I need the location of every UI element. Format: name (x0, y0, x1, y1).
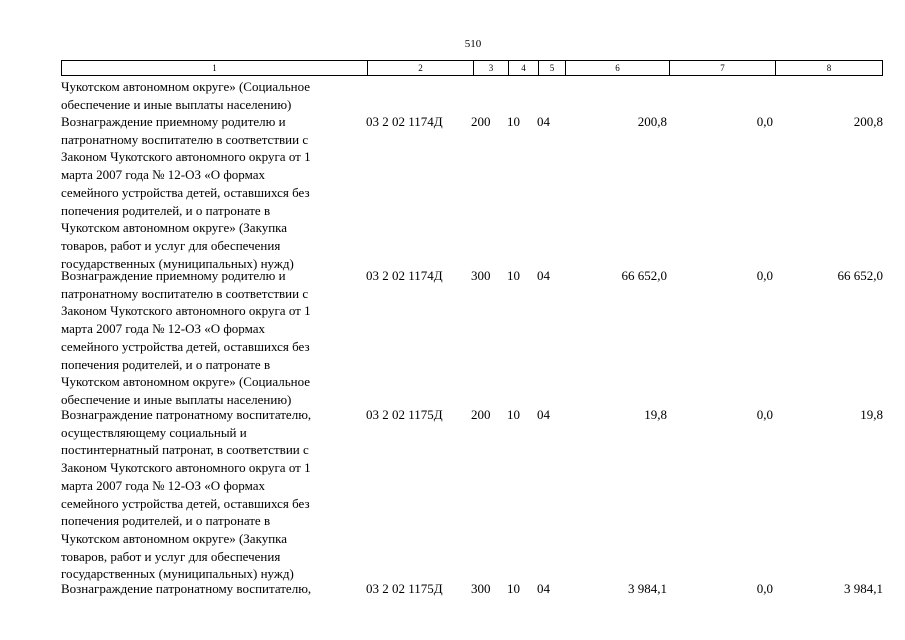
row-value-col6: 66 652,0 (621, 268, 667, 283)
row-section: 10 (507, 581, 520, 596)
row-section: 10 (507, 407, 520, 422)
row-value-col6: 19,8 (644, 407, 667, 422)
row-description: Вознаграждение приемному родителю и патронатному воспитателю в соответствии с Законом Чукотского автономного округа от 1 марта 2007 года № 12-ОЗ «О формах семейного устройства детей, оставшихся без попечения родителей, и о патронате в Чукотском автономном округе» (Закупка товаров, работ и услуг для обеспечения государственных (муниципальных) нужд) (61, 114, 311, 271)
row-value-col7: 0,0 (756, 268, 773, 283)
row-target-code: 03 2 02 1174Д (366, 114, 443, 129)
row-expense-type: 200 (471, 407, 491, 422)
row-value-col7: 0,0 (756, 407, 773, 422)
row-subsection: 04 (537, 268, 550, 283)
page-number: 510 (464, 38, 482, 50)
row-value-col7: 0,0 (756, 114, 773, 129)
row-description: Чукотском автономном округе» (Социальное обеспечение и иные выплаты населению) (61, 79, 311, 112)
row-subsection: 04 (537, 581, 550, 596)
row-value-col8: 3 984,1 (844, 581, 883, 596)
header-col-5: 5 (538, 61, 565, 75)
header-col-2: 2 (367, 61, 473, 75)
row-section: 10 (507, 268, 520, 283)
header-col-6: 6 (565, 61, 669, 75)
header-col-8: 8 (775, 61, 882, 75)
row-value-col8: 200,8 (853, 114, 883, 129)
row-expense-type: 200 (471, 114, 491, 129)
header-col-7: 7 (669, 61, 775, 75)
row-value-col7: 0,0 (756, 581, 773, 596)
row-subsection: 04 (537, 114, 550, 129)
row-target-code: 03 2 02 1175Д (366, 581, 443, 596)
row-description: Вознаграждение патронатному воспитателю, (61, 581, 312, 596)
row-description: Вознаграждение приемному родителю и патронатному воспитателю в соответствии с Законом Чукотского автономного округа от 1 марта 2007 года № 12-ОЗ «О формах семейного устройства детей, оставшихся без попечения родителей, и о патронате в Чукотском автономном округе» (Социальное обеспечение и иные выплаты населению) (61, 268, 311, 407)
row-value-col6: 200,8 (637, 114, 667, 129)
header-col-4: 4 (508, 61, 538, 75)
row-target-code: 03 2 02 1175Д (366, 407, 443, 422)
header-col-1: 1 (212, 63, 217, 73)
row-description: Вознаграждение патронатному воспитателю, осуществляющему социальный и постинтернатный патронат, в соответствии с Законом Чукотского автономного округа от 1 марта 2007 года № 12-ОЗ «О формах семейного устройства детей, оставшихся без попечения родителей, и о патронате в Чукотском автономном округе» (Закупка товаров, работ и услуг для обеспечения государственных (муниципальных) нужд) (61, 407, 312, 582)
row-value-col6: 3 984,1 (628, 581, 667, 596)
row-expense-type: 300 (471, 581, 491, 596)
row-value-col8: 19,8 (860, 407, 883, 422)
row-subsection: 04 (537, 407, 550, 422)
table-header (61, 60, 883, 76)
row-section: 10 (507, 114, 520, 129)
row-value-col8: 66 652,0 (837, 268, 883, 283)
header-col-3: 3 (473, 61, 508, 75)
row-expense-type: 300 (471, 268, 491, 283)
row-target-code: 03 2 02 1174Д (366, 268, 443, 283)
